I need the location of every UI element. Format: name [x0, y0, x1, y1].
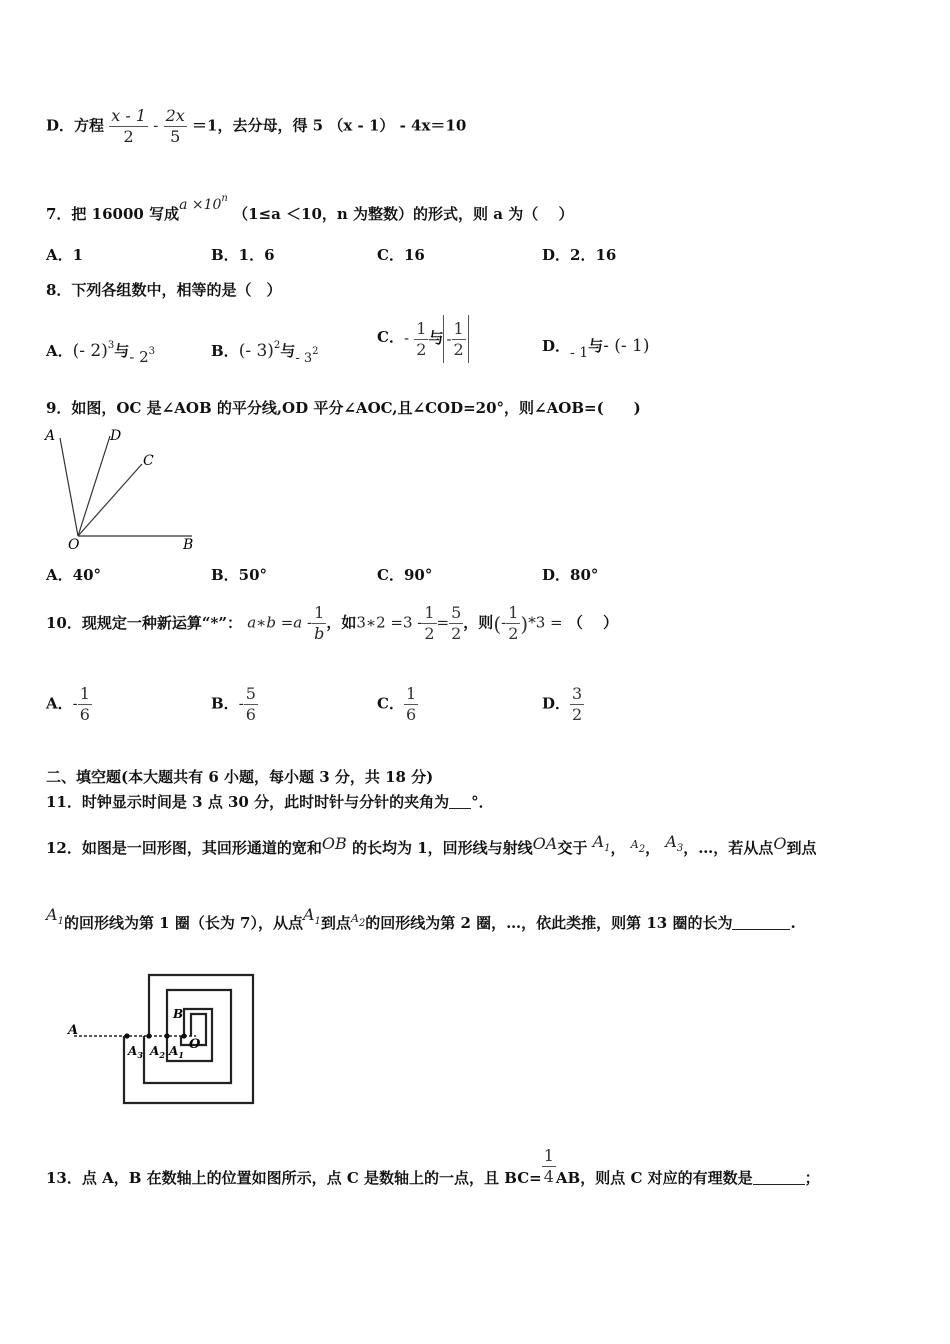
q7-option-d: D．2．16	[542, 246, 617, 264]
section-2-title: 二、填空题(本大题共有 6 小题，每小题 3 分，共 18 分)	[46, 768, 434, 786]
q10-option-c: C． $\frac{1}{6}$	[377, 684, 417, 724]
option-d-label: D．方程	[46, 116, 105, 135]
label-a1: $A_1$	[169, 1044, 184, 1060]
option-d-tail: ＝1，去分母，得 5 （x - 1） - 4x＝10	[192, 116, 467, 135]
question-12-line-1: 12．如图是一回形图，其回形通道的宽和OB 的长均为 1，回形线与射线OA交于 $A_1$， $^{A2}$， $A_3$，…，若从点O到点	[46, 832, 817, 857]
q7-option-b: B．1．6	[211, 246, 275, 264]
question-13: 13．点 A，B 在数轴上的位置如图所示，点 C 是数轴上的一点，且 BC= $\frac{1}{4}$ AB，则点 C 对应的有理数是 ；	[46, 1146, 820, 1187]
fraction-2x-over-5: $\frac{2x}{5}$	[165, 106, 185, 146]
option-d-equation: D．方程 $\frac{x - 1}{2}$ - $\frac{2x}{5}$ ＝1，去分母，得 5 （x - 1） - 4x＝10	[46, 106, 467, 146]
absolute-value: - $\frac{1}{2}$	[443, 315, 468, 363]
fraction-x-minus-1-over-2: $\frac{x - 1}{2}$	[111, 106, 147, 146]
q9-option-d: D．80°	[542, 566, 599, 584]
q8-option-b: B．(- 3)$^2$与- $3^2$	[211, 340, 319, 366]
q9-option-b: B．50°	[211, 566, 268, 584]
label-a: A	[45, 428, 56, 444]
question-8-stem: 8．下列各组数中，相等的是（ ）	[46, 281, 282, 299]
answer-blank	[753, 1170, 805, 1185]
question-12-line-2: $A_1$的回形线为第 1 圈（长为 7），从点$A_1$到点$^{A2}$的回形线为第 2 圈，…，依此类推，则第 13 圈的长为 .	[46, 905, 796, 932]
q8-option-d: D．- 1与- (- 1)	[542, 336, 650, 361]
answer-blank	[449, 794, 471, 809]
label-b: B	[173, 1007, 184, 1021]
q8-option-c: C．- $\frac{1}{2}$ 与 - $\frac{1}{2}$	[377, 315, 469, 363]
question-11: 11．时钟显示时间是 3 点 30 分，此时时针与分针的夹角为 °．	[46, 793, 494, 811]
label-a3: $A_3$	[128, 1044, 143, 1060]
q9-option-c: C．90°	[377, 566, 433, 584]
label-o: O	[68, 537, 80, 553]
q9-option-a: A．40°	[46, 566, 102, 584]
angle-figure	[40, 424, 210, 554]
q7-option-a: A．1	[46, 246, 84, 264]
q7-option-c: C．16	[377, 246, 425, 264]
q10-option-a: A．- $\frac{1}{6}$	[46, 684, 90, 724]
label-a2: $A_2$	[150, 1044, 165, 1060]
question-10: 10．现规定一种新运算“*”： a∗b =a - $\frac{1}{b}$ ，如3∗2 =3 - $\frac{1}{2}$ = $\frac{5}{2}$ ，则(- $\frac{1}{2}$ )*3 = （ ）	[46, 603, 619, 643]
spiral-figure	[64, 965, 264, 1110]
label-o: O	[189, 1037, 201, 1052]
label-c: C	[143, 453, 154, 469]
question-7: 7．把 16000 写成$a \times 10^n$ （1≤a ＜10，n 为整数）的形式，则 a 为（ ）	[46, 193, 574, 223]
answer-blank	[732, 915, 790, 930]
scientific-notation: $a \times 10^n$	[179, 193, 228, 213]
q10-option-b: B．- $\frac{5}{6}$	[211, 684, 256, 724]
label-b: B	[183, 537, 194, 553]
question-9-stem: 9．如图，OC 是∠AOB 的平分线,OD 平分∠AOC,且∠COD=20°，则∠AOB=( )	[46, 399, 641, 417]
label-d: D	[110, 428, 122, 444]
q8-option-a: A．(- 2)$^3$与- $2^3$	[46, 340, 156, 366]
label-a: A	[68, 1023, 79, 1038]
q10-option-d: D． $\frac{3}{2}$	[542, 684, 583, 724]
